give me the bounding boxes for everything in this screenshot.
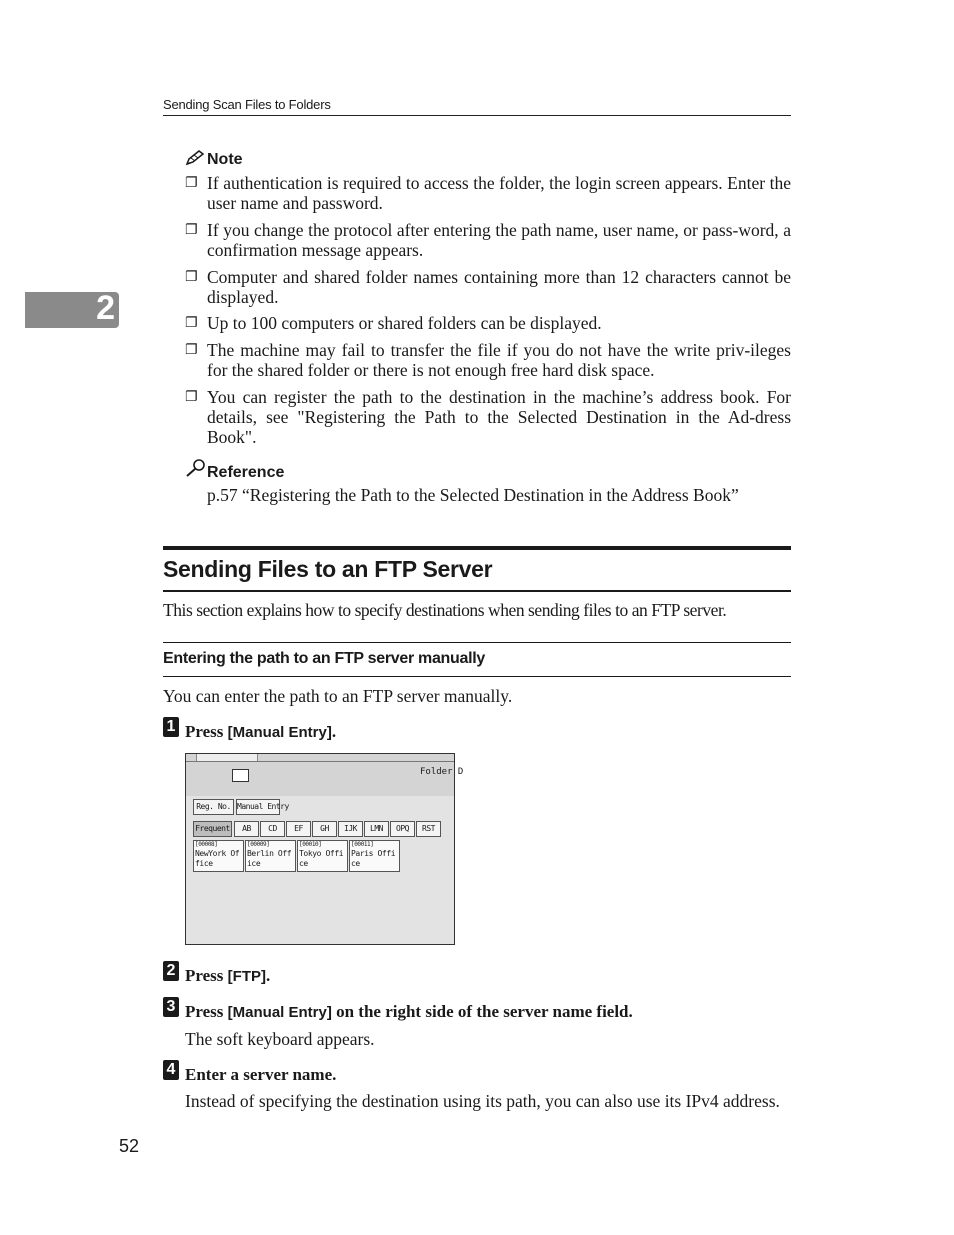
entry-code: [00010] (299, 841, 322, 848)
step-number: 2 (163, 961, 179, 981)
magnifier-icon (185, 458, 207, 478)
chapter-tab (25, 289, 119, 328)
checkbox-icon: ❐ (185, 389, 198, 405)
device-screenshot (185, 753, 464, 945)
reference-title: Reference (207, 464, 285, 481)
step-suffix: . (265, 966, 271, 985)
step-suffix: . (331, 722, 337, 741)
destination-entry[interactable] (245, 840, 296, 872)
subsection-intro: You can enter the path to an FTP server manually. (163, 686, 513, 706)
note-item-text: If you change the protocol after entering the path name, user name, or pass-word, a confirmation message appears. (207, 220, 791, 260)
entry-name: Paris Office (351, 849, 396, 868)
subsection-top-rule (163, 642, 791, 643)
tab-gh[interactable]: GH (312, 821, 337, 837)
tab-lmn[interactable]: LMN (364, 821, 389, 837)
step-detail: The soft keyboard appears. (185, 1029, 375, 1049)
subsection-bottom-rule (163, 676, 791, 677)
step-instruction (185, 1065, 336, 1085)
checkbox-icon: ❐ (185, 222, 198, 238)
note-item-text: Computer and shared folder names containing more than 12 characters cannot be displayed. (207, 267, 791, 307)
tab-cd[interactable]: CD (260, 821, 285, 837)
page-number: 52 (119, 1136, 140, 1156)
entry-code: [00011] (351, 841, 374, 848)
step-prefix: Press (185, 1002, 228, 1021)
entry-code: [00009] (247, 841, 270, 848)
reference-link[interactable]: p.57 “Registering the Path to the Selected Destination in the Address Book” (207, 485, 739, 505)
header-rule (163, 115, 791, 116)
step-prefix: Press (185, 966, 228, 985)
section-top-rule (163, 546, 791, 550)
step-instruction (185, 966, 270, 986)
step-number: 4 (163, 1060, 179, 1080)
tab-rst[interactable]: RST (416, 821, 441, 837)
checkbox-icon: ❐ (185, 342, 198, 358)
step-number: 1 (163, 717, 179, 737)
note-item-text: Up to 100 computers or shared folders can be displayed. (207, 313, 602, 333)
tab-ijk[interactable]: IJK (338, 821, 363, 837)
step-detail: Instead of specifying the destination using its path, you can also use its IPv4 address. (185, 1091, 780, 1111)
step-suffix: on the right side of the server name field. (331, 1002, 633, 1021)
step-prefix: Enter a server name. (185, 1065, 337, 1084)
subsection-title: Entering the path to an FTP server manually (163, 650, 485, 667)
section-under-rule (163, 590, 791, 592)
step-instruction (185, 722, 336, 742)
tab-ef[interactable]: EF (286, 821, 311, 837)
folder-icon (232, 769, 249, 782)
entry-name: Tokyo Office (299, 849, 344, 868)
manual-entry-button[interactable]: Manual Entry (236, 799, 280, 815)
ui-label: [Manual Entry] (227, 724, 332, 741)
step-number: 3 (163, 997, 179, 1017)
note-item-text: You can register the path to the destination in the machine’s address book. For details, see "Registering the Path to the Selected Destination in the Ad-dress Book". (207, 387, 791, 447)
running-header: Sending Scan Files to Folders (163, 97, 331, 112)
tab-frequent[interactable]: Frequent (193, 821, 232, 837)
entry-name: NewYork Office (195, 849, 240, 868)
note-item-text: The machine may fail to transfer the file if you do not have the write priv-ileges for the shared folder or there is not enough free hard disk space. (207, 340, 791, 380)
step-prefix: Press (185, 722, 228, 741)
reg-no-button[interactable]: Reg. No. (193, 799, 234, 815)
checkbox-icon: ❐ (185, 175, 198, 191)
note-title: Note (207, 151, 243, 168)
entry-name: Berlin Office (247, 849, 292, 868)
tab-ab[interactable]: AB (234, 821, 259, 837)
destination-entry[interactable] (349, 840, 400, 872)
tab-opq[interactable]: OPQ (390, 821, 415, 837)
pencil-icon (185, 150, 205, 166)
checkbox-icon: ❐ (185, 315, 198, 331)
ui-label: [Manual Entry] (227, 1004, 332, 1021)
chapter-number: 2 (96, 289, 115, 327)
entry-code: [00008] (195, 841, 218, 848)
checkbox-icon: ❐ (185, 269, 198, 285)
screen-top-line (186, 761, 454, 762)
section-intro: This section explains how to specify destinations when sending files to an FTP server. (163, 600, 727, 620)
ui-label: [FTP] (227, 968, 266, 985)
destination-entry[interactable] (193, 840, 244, 872)
note-item-text: If authentication is required to access the folder, the login screen appears. Enter the user name and password. (207, 173, 791, 213)
destination-entry[interactable] (297, 840, 348, 872)
folder-label: Folder D (420, 767, 464, 777)
step-instruction (185, 1002, 633, 1022)
section-title: Sending Files to an FTP Server (163, 556, 493, 582)
